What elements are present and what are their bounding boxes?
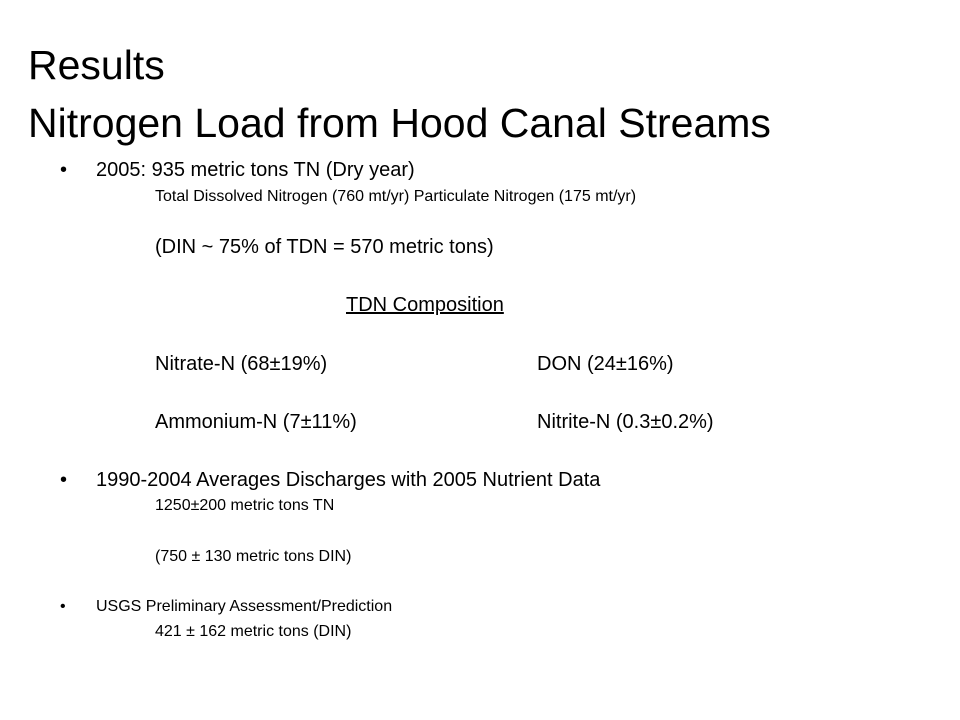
- slide-title-line-2: Nitrogen Load from Hood Canal Streams: [28, 100, 771, 146]
- slide-title-line-1: Results: [28, 42, 165, 88]
- bullet-icon: •: [60, 159, 68, 181]
- composition-ammonium: Ammonium-N (7±11%): [155, 411, 357, 433]
- section-usgs-value: 421 ± 162 metric tons (DIN): [155, 623, 352, 640]
- composition-nitrite: Nitrite-N (0.3±0.2%): [537, 411, 714, 433]
- tdn-composition-title: TDN Composition: [346, 294, 504, 316]
- section-2005-subline: Total Dissolved Nitrogen (760 mt/yr) Particulate Nitrogen (175 mt/yr): [155, 188, 637, 205]
- section-2005-din-note: (DIN ~ 75% of TDN = 570 metric tons): [155, 236, 494, 258]
- section-usgs-heading: USGS Preliminary Assessment/Prediction: [96, 598, 393, 615]
- section-2005-heading: 2005: 935 metric tons TN (Dry year): [96, 159, 415, 181]
- bullet-icon: •: [60, 598, 66, 615]
- composition-nitrate: Nitrate-N (68±19%): [155, 353, 328, 375]
- composition-don: DON (24±16%): [537, 353, 674, 375]
- section-avg-din: (750 ± 130 metric tons DIN): [155, 548, 352, 565]
- bullet-icon: •: [60, 469, 68, 491]
- section-avg-heading: 1990-2004 Averages Discharges with 2005 Nutrient Data: [96, 469, 601, 491]
- section-avg-tn: 1250±200 metric tons TN: [155, 497, 335, 514]
